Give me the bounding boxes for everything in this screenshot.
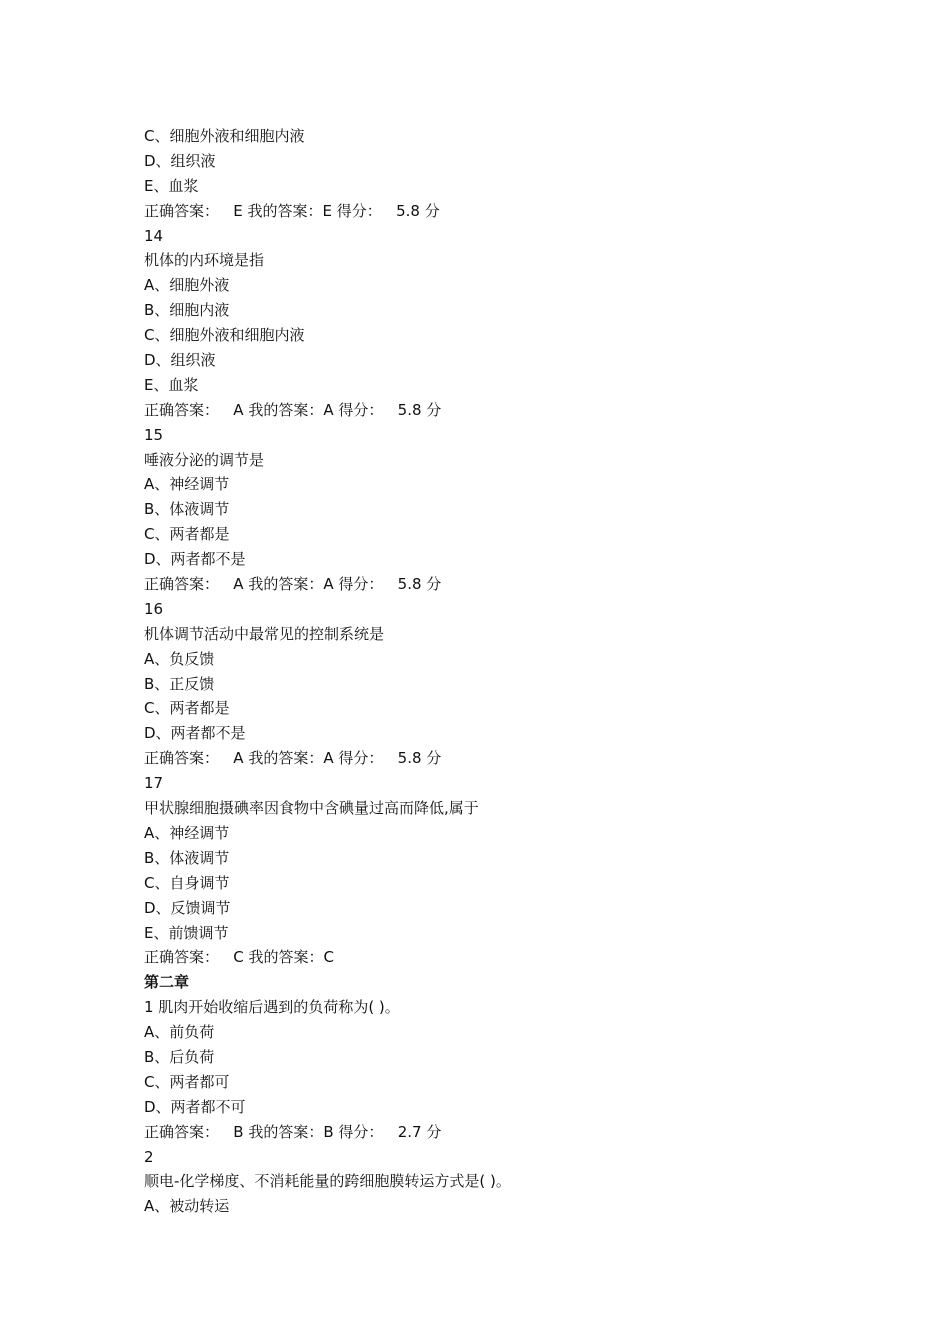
question-text: 1 肌肉开始收缩后遇到的负荷称为( )。	[144, 998, 400, 1017]
answer-option: B、后负荷	[144, 1047, 215, 1066]
answer-option: E、前馈调节	[144, 923, 229, 942]
answer-option: C、细胞外液和细胞内液	[144, 326, 305, 345]
answer-option: C、两者都可	[144, 1072, 230, 1091]
answer-option: E、血浆	[144, 375, 199, 394]
question-number: 2	[144, 1147, 154, 1166]
answer-option: A、细胞外液	[144, 276, 230, 295]
question-text: 甲状腺细胞摄碘率因食物中含碘量过高而降低,属于	[144, 799, 479, 818]
answer-result: 正确答案： A 我的答案：A 得分： 5.8 分	[144, 575, 442, 594]
answer-option: C、两者都是	[144, 699, 230, 718]
answer-option: C、两者都是	[144, 525, 230, 544]
chapter-heading: 第二章	[144, 973, 190, 992]
question-text: 机体调节活动中最常见的控制系统是	[144, 624, 385, 643]
answer-option: D、反馈调节	[144, 898, 231, 917]
answer-option: A、神经调节	[144, 823, 230, 842]
answer-option: D、组织液	[144, 351, 216, 370]
question-number: 14	[144, 226, 164, 245]
question-number: 16	[144, 599, 164, 618]
question-number: 15	[144, 425, 164, 444]
answer-option: A、前负荷	[144, 1023, 215, 1042]
answer-option: D、两者都不是	[144, 724, 246, 743]
answer-option: B、体液调节	[144, 848, 230, 867]
answer-option: D、两者都不可	[144, 1097, 246, 1116]
question-text: 唾液分泌的调节是	[144, 450, 265, 469]
answer-option: A、被动转运	[144, 1197, 230, 1216]
answer-option: A、负反馈	[144, 649, 215, 668]
answer-option: B、细胞内液	[144, 301, 230, 320]
answer-option: A、神经调节	[144, 475, 230, 494]
answer-option: C、细胞外液和细胞内液	[144, 127, 305, 145]
answer-option: D、两者都不是	[144, 550, 246, 569]
answer-option: B、体液调节	[144, 500, 230, 519]
answer-result: 正确答案： C 我的答案：C	[144, 948, 335, 967]
answer-result: 正确答案： A 我的答案：A 得分： 5.8 分	[144, 400, 442, 419]
question-text: 机体的内环境是指	[144, 251, 265, 270]
document-page	[144, 124, 844, 1219]
question-number: 17	[144, 774, 164, 793]
answer-result: 正确答案： E 我的答案：E 得分： 5.8 分	[144, 201, 440, 220]
answer-result: 正确答案： A 我的答案：A 得分： 5.8 分	[144, 749, 442, 768]
answer-option: B、正反馈	[144, 674, 215, 693]
answer-option: C、自身调节	[144, 873, 230, 892]
answer-result: 正确答案： B 我的答案：B 得分： 2.7 分	[144, 1122, 442, 1141]
question-text: 顺电-化学梯度、不消耗能量的跨细胞膜转运方式是( )。	[144, 1172, 511, 1191]
answer-option: E、血浆	[144, 176, 199, 195]
answer-option: D、组织液	[144, 151, 216, 170]
